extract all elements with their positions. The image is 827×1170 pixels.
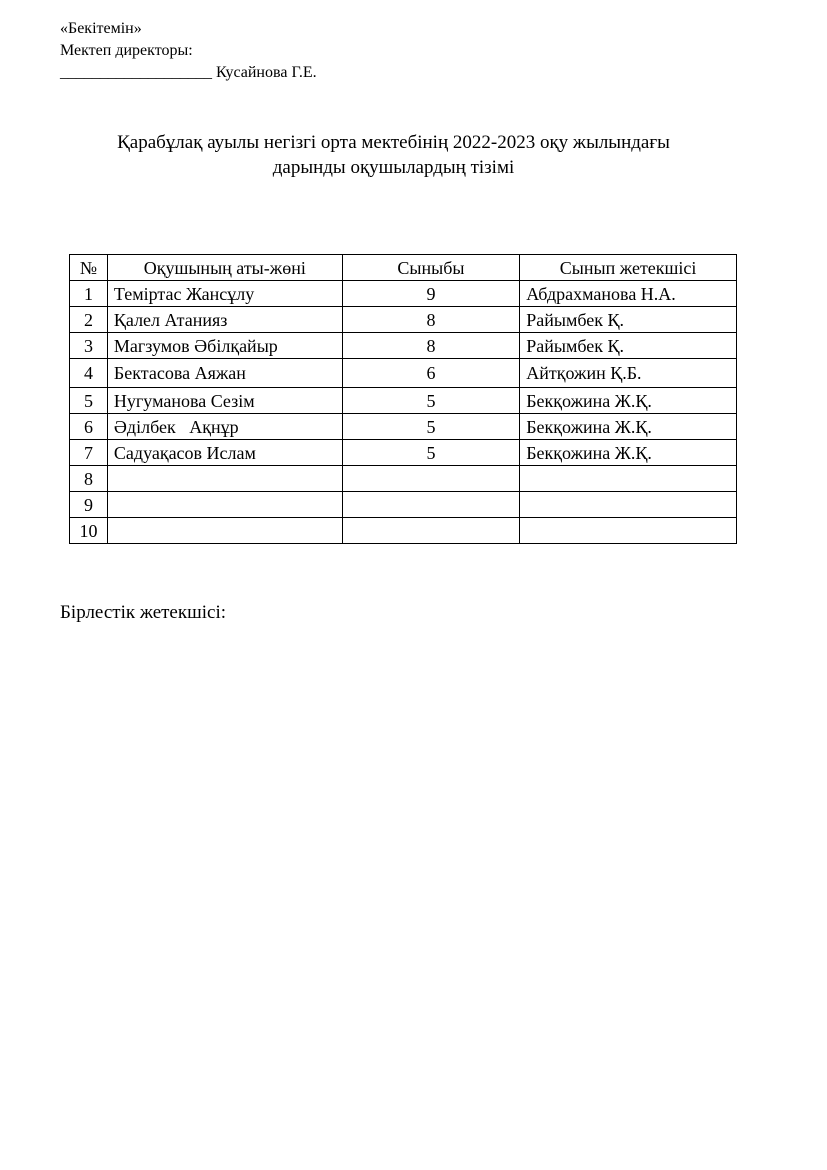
class-teacher [520,466,737,492]
student-name [107,518,342,544]
student-name: Бектасова Аяжан [107,359,342,388]
class-teacher: Бекқожина Ж.Қ. [520,414,737,440]
document-title [40,130,747,180]
student-name: Теміртас Жансұлу [107,281,342,307]
table-row [70,333,737,359]
class-teacher: Бекқожина Ж.Қ. [520,440,737,466]
association-leader-label: Бірлестік жетекшісі: [60,602,226,623]
row-number: 2 [70,307,108,333]
student-grade: 8 [342,333,520,359]
table-row [70,414,737,440]
table-header-row [70,255,737,281]
row-number: 10 [70,518,108,544]
row-number: 7 [70,440,108,466]
student-grade [342,466,520,492]
student-name: Магзумов Әбілқайыр [107,333,342,359]
approval-signature-line: ___________________ Кусайнова Г.Е. [60,64,317,81]
header-grade: Сыныбы [342,255,520,281]
student-name: Нугуманова Сезім [107,388,342,414]
row-number: 3 [70,333,108,359]
student-grade: 6 [342,359,520,388]
table-row [70,518,737,544]
table-row [70,388,737,414]
table-row [70,466,737,492]
row-number: 6 [70,414,108,440]
student-grade [342,518,520,544]
table-row [70,281,737,307]
class-teacher: Райымбек Қ. [520,333,737,359]
class-teacher [520,518,737,544]
student-name: Садуақасов Ислам [107,440,342,466]
student-grade: 5 [342,388,520,414]
student-name [107,492,342,518]
document-title-line-2: дарынды оқушылардың тізімі [272,157,515,178]
class-teacher: Абдрахманова Н.А. [520,281,737,307]
header-student-name: Оқушының аты-жөні [107,255,342,281]
document-title-line-1: Қарабұлақ ауылы негізгі орта мектебінің 2022-2023 оқу жылындағы [117,132,670,153]
table-row [70,359,737,388]
student-name: Қалел Атанияз [107,307,342,333]
student-grade: 5 [342,414,520,440]
approval-heading: «Бекітемін» [60,20,142,37]
class-teacher [520,492,737,518]
approval-block [60,18,317,84]
class-teacher: Райымбек Қ. [520,307,737,333]
student-name: Әділбек Ақнұр [107,414,342,440]
student-grade: 8 [342,307,520,333]
row-number: 8 [70,466,108,492]
students-table [69,254,737,544]
table-row [70,492,737,518]
student-name [107,466,342,492]
row-number: 5 [70,388,108,414]
row-number: 1 [70,281,108,307]
header-class-teacher: Сынып жетекшісі [520,255,737,281]
table-row [70,440,737,466]
class-teacher: Бекқожина Ж.Қ. [520,388,737,414]
approval-position: Мектеп директоры: [60,42,193,59]
student-grade [342,492,520,518]
student-grade: 9 [342,281,520,307]
header-number: № [70,255,108,281]
row-number: 9 [70,492,108,518]
student-grade: 5 [342,440,520,466]
table-row [70,307,737,333]
row-number: 4 [70,359,108,388]
class-teacher: Айтқожин Қ.Б. [520,359,737,388]
